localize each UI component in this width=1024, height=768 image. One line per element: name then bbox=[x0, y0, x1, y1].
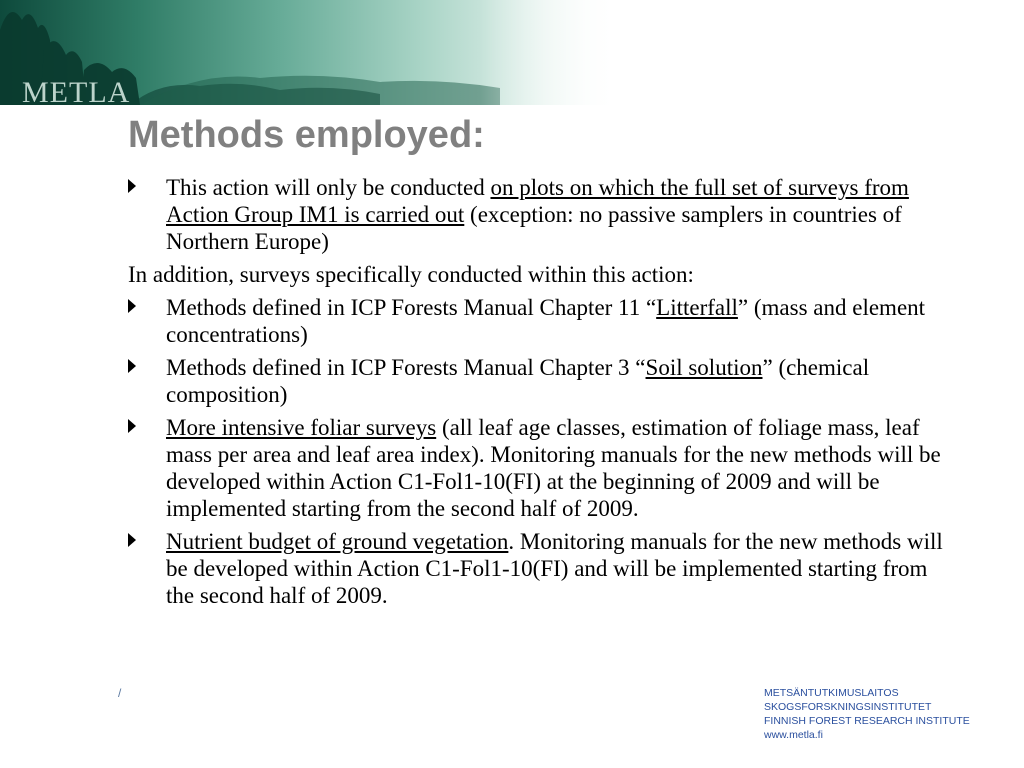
bullet-3-underlined: Soil solution bbox=[645, 355, 763, 380]
bullet-1-underlined: on plots on which the full set of surveys from Action Group IM1 is carried out bbox=[166, 175, 909, 227]
bullet-2-text-end: ” (mass and element concentrations) bbox=[166, 295, 926, 347]
bullet-4-text: (all leaf age classes, estimation of foliage mass, leaf mass per area and leaf area index). Monitoring manuals for the new methods will be developed within Action C1-Fol1-10(FI) at the beginning of 2009 and will be implemented starting from the second half of 2009. bbox=[166, 415, 941, 521]
bullet-1-text-end: (exception: no passive samplers in countries of Northern Europe) bbox=[166, 202, 902, 254]
footer-slash: / bbox=[118, 686, 122, 700]
bullet-3-text: Methods defined in ICP Forests Manual Chapter 3 “ bbox=[166, 355, 646, 380]
bullet-5-underlined: Nutrient budget of ground vegetation bbox=[166, 529, 509, 554]
footer-institute bbox=[764, 686, 970, 742]
footer-line-finnish: METSÄNTUTKIMUSLAITOS bbox=[764, 687, 899, 699]
bullet-arrow-icon bbox=[128, 359, 136, 373]
bullet-arrow-icon bbox=[128, 179, 136, 193]
bullet-arrow-icon bbox=[128, 533, 136, 547]
bullet-arrow-icon bbox=[128, 419, 136, 433]
bullet-item-4 bbox=[128, 414, 948, 522]
footer-line-english: FINNISH FOREST RESEARCH INSTITUTE bbox=[764, 715, 970, 727]
bullet-item-3 bbox=[128, 354, 948, 408]
bullet-2-text: Methods defined in ICP Forests Manual Chapter 11 “ bbox=[166, 295, 657, 320]
bullet-item-1 bbox=[128, 174, 948, 255]
footer-website-link[interactable]: www.metla.fi bbox=[764, 729, 823, 741]
header-banner bbox=[0, 0, 620, 105]
page-title: Methods employed: bbox=[128, 114, 485, 156]
slide-content bbox=[128, 174, 948, 615]
bullet-5-text: . Monitoring manuals for the new methods will be developed within Action C1-Fol1-10(FI) and will be implemented starting from the second half of 2009. bbox=[166, 529, 943, 608]
bullet-3-text-end: ” (chemical composition) bbox=[166, 355, 870, 407]
bullet-4-underlined: More intensive foliar surveys bbox=[166, 415, 437, 440]
intro-paragraph: In addition, surveys specifically conducted within this action: bbox=[128, 262, 694, 287]
bullet-1-text: This action will only be conducted bbox=[166, 175, 491, 200]
bullet-item-5 bbox=[128, 528, 948, 609]
bullet-2-underlined: Litterfall bbox=[656, 295, 738, 320]
footer-line-swedish: SKOGSFORSKNINGSINSTITUTET bbox=[764, 701, 932, 713]
bullet-item-2 bbox=[128, 294, 948, 348]
bullet-arrow-icon bbox=[128, 299, 136, 313]
metla-logo: METLA bbox=[22, 76, 131, 105]
